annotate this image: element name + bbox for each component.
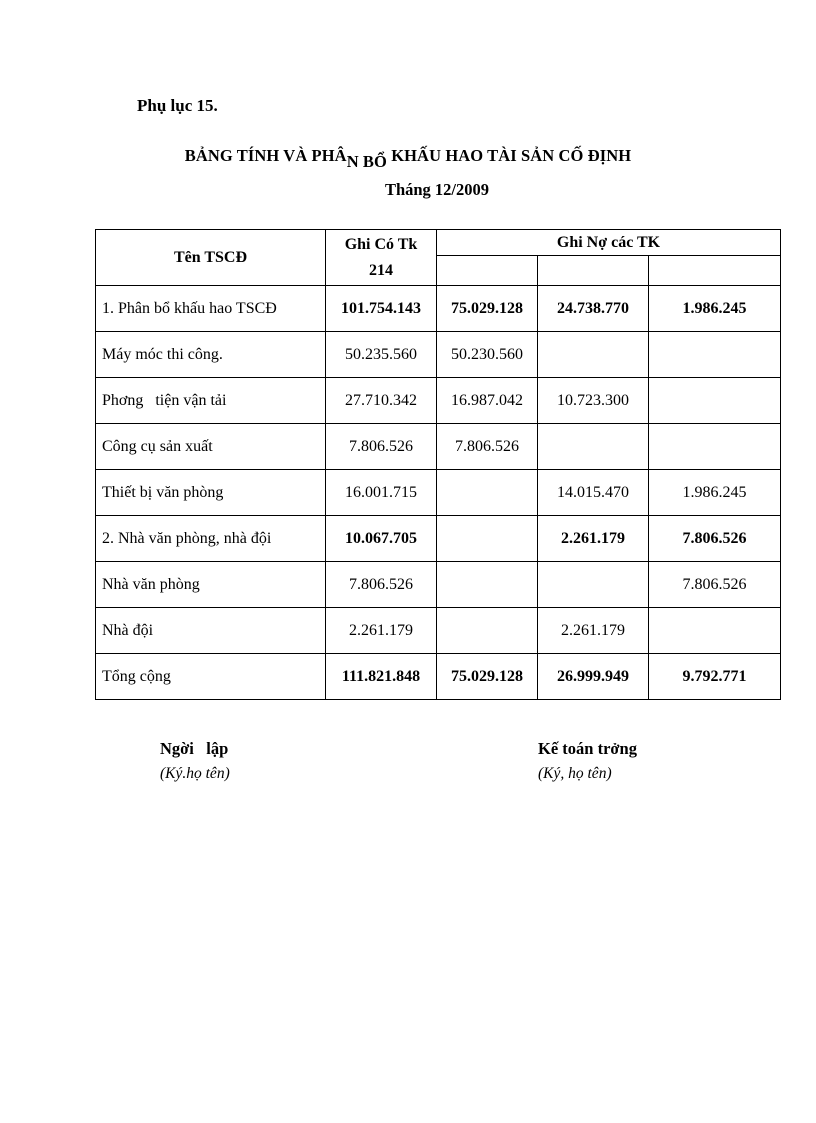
table-row [96, 470, 781, 516]
title-part-1: BẢNG TÍNH VÀ PHÂ [184, 146, 347, 165]
cell-debit-1 [437, 470, 538, 516]
cell-asset-name: 2. Nhà văn phòng, nhà đội [96, 516, 326, 562]
cell-debit-2 [538, 562, 649, 608]
cell-asset-name: Nhà văn phòng [96, 562, 326, 608]
preparer-signature [160, 739, 230, 783]
table-body [96, 286, 781, 700]
table-row [96, 424, 781, 470]
cell-debit-1: 75.029.128 [437, 654, 538, 700]
page-title [0, 146, 816, 171]
cell-debit-2 [538, 332, 649, 378]
depreciation-table [95, 229, 781, 700]
cell-credit: 101.754.143 [326, 286, 437, 332]
cell-asset-name: Phơng tiện vận tải [96, 378, 326, 424]
cell-debit-2: 24.738.770 [538, 286, 649, 332]
cell-credit: 111.821.848 [326, 654, 437, 700]
cell-debit-3: 7.806.526 [649, 516, 781, 562]
cell-credit: 16.001.715 [326, 470, 437, 516]
accountant-note: (Ký, họ tên) [538, 765, 612, 782]
cell-debit-1 [437, 562, 538, 608]
cell-debit-3 [649, 332, 781, 378]
table-row [96, 608, 781, 654]
cell-debit-2: 2.261.179 [538, 516, 649, 562]
table-row [96, 654, 781, 700]
cell-debit-3: 1.986.245 [649, 286, 781, 332]
title-part-2: N BỔ [346, 152, 387, 171]
cell-debit-2: 14.015.470 [538, 470, 649, 516]
cell-asset-name: Tổng cộng [96, 654, 326, 700]
cell-debit-3: 7.806.526 [649, 562, 781, 608]
cell-credit: 27.710.342 [326, 378, 437, 424]
header-credit-line1: Ghi Có Tk [344, 235, 418, 253]
cell-debit-3 [649, 424, 781, 470]
cell-debit-3: 9.792.771 [649, 654, 781, 700]
cell-debit-3 [649, 608, 781, 654]
header-credit [326, 230, 437, 286]
cell-debit-2: 10.723.300 [538, 378, 649, 424]
accountant-signature [538, 739, 637, 783]
cell-debit-2: 26.999.949 [538, 654, 649, 700]
cell-credit: 2.261.179 [326, 608, 437, 654]
cell-debit-2: 2.261.179 [538, 608, 649, 654]
title-part-3: KHẤU HAO TÀI SẢN CỐ ĐỊNH [386, 146, 632, 165]
cell-asset-name: Thiết bị văn phòng [96, 470, 326, 516]
cell-debit-1: 50.230.560 [437, 332, 538, 378]
cell-credit: 50.235.560 [326, 332, 437, 378]
cell-credit: 7.806.526 [326, 562, 437, 608]
preparer-note: (Ký.họ tên) [160, 765, 230, 782]
cell-asset-name: 1. Phân bổ khấu hao TSCĐ [96, 286, 326, 332]
accountant-label: Kế toán trởng [538, 739, 637, 758]
cell-asset-name: Nhà đội [96, 608, 326, 654]
table-row [96, 516, 781, 562]
preparer-label: Ngời lập [160, 739, 229, 758]
header-debit-sub-2 [538, 256, 649, 286]
table-row [96, 286, 781, 332]
header-debit-sub-1 [437, 256, 538, 286]
header-debit: Ghi Nợ các TK [437, 230, 781, 256]
cell-debit-1: 7.806.526 [437, 424, 538, 470]
cell-debit-1: 75.029.128 [437, 286, 538, 332]
cell-debit-3 [649, 378, 781, 424]
cell-credit: 7.806.526 [326, 424, 437, 470]
appendix-label: Phụ lục 15. [137, 96, 218, 115]
header-debit-sub-3 [649, 256, 781, 286]
cell-asset-name: Công cụ sản xuất [96, 424, 326, 470]
table-row [96, 332, 781, 378]
page-subtitle: Tháng 12/2009 [384, 180, 490, 199]
cell-credit: 10.067.705 [326, 516, 437, 562]
table-row [96, 378, 781, 424]
cell-asset-name: Máy móc thi công. [96, 332, 326, 378]
cell-debit-3: 1.986.245 [649, 470, 781, 516]
cell-debit-1: 16.987.042 [437, 378, 538, 424]
header-credit-line2: 214 [369, 261, 393, 279]
table-row [96, 562, 781, 608]
cell-debit-2 [538, 424, 649, 470]
cell-debit-1 [437, 608, 538, 654]
cell-debit-1 [437, 516, 538, 562]
header-asset-name: Tên TSCĐ [96, 230, 326, 286]
